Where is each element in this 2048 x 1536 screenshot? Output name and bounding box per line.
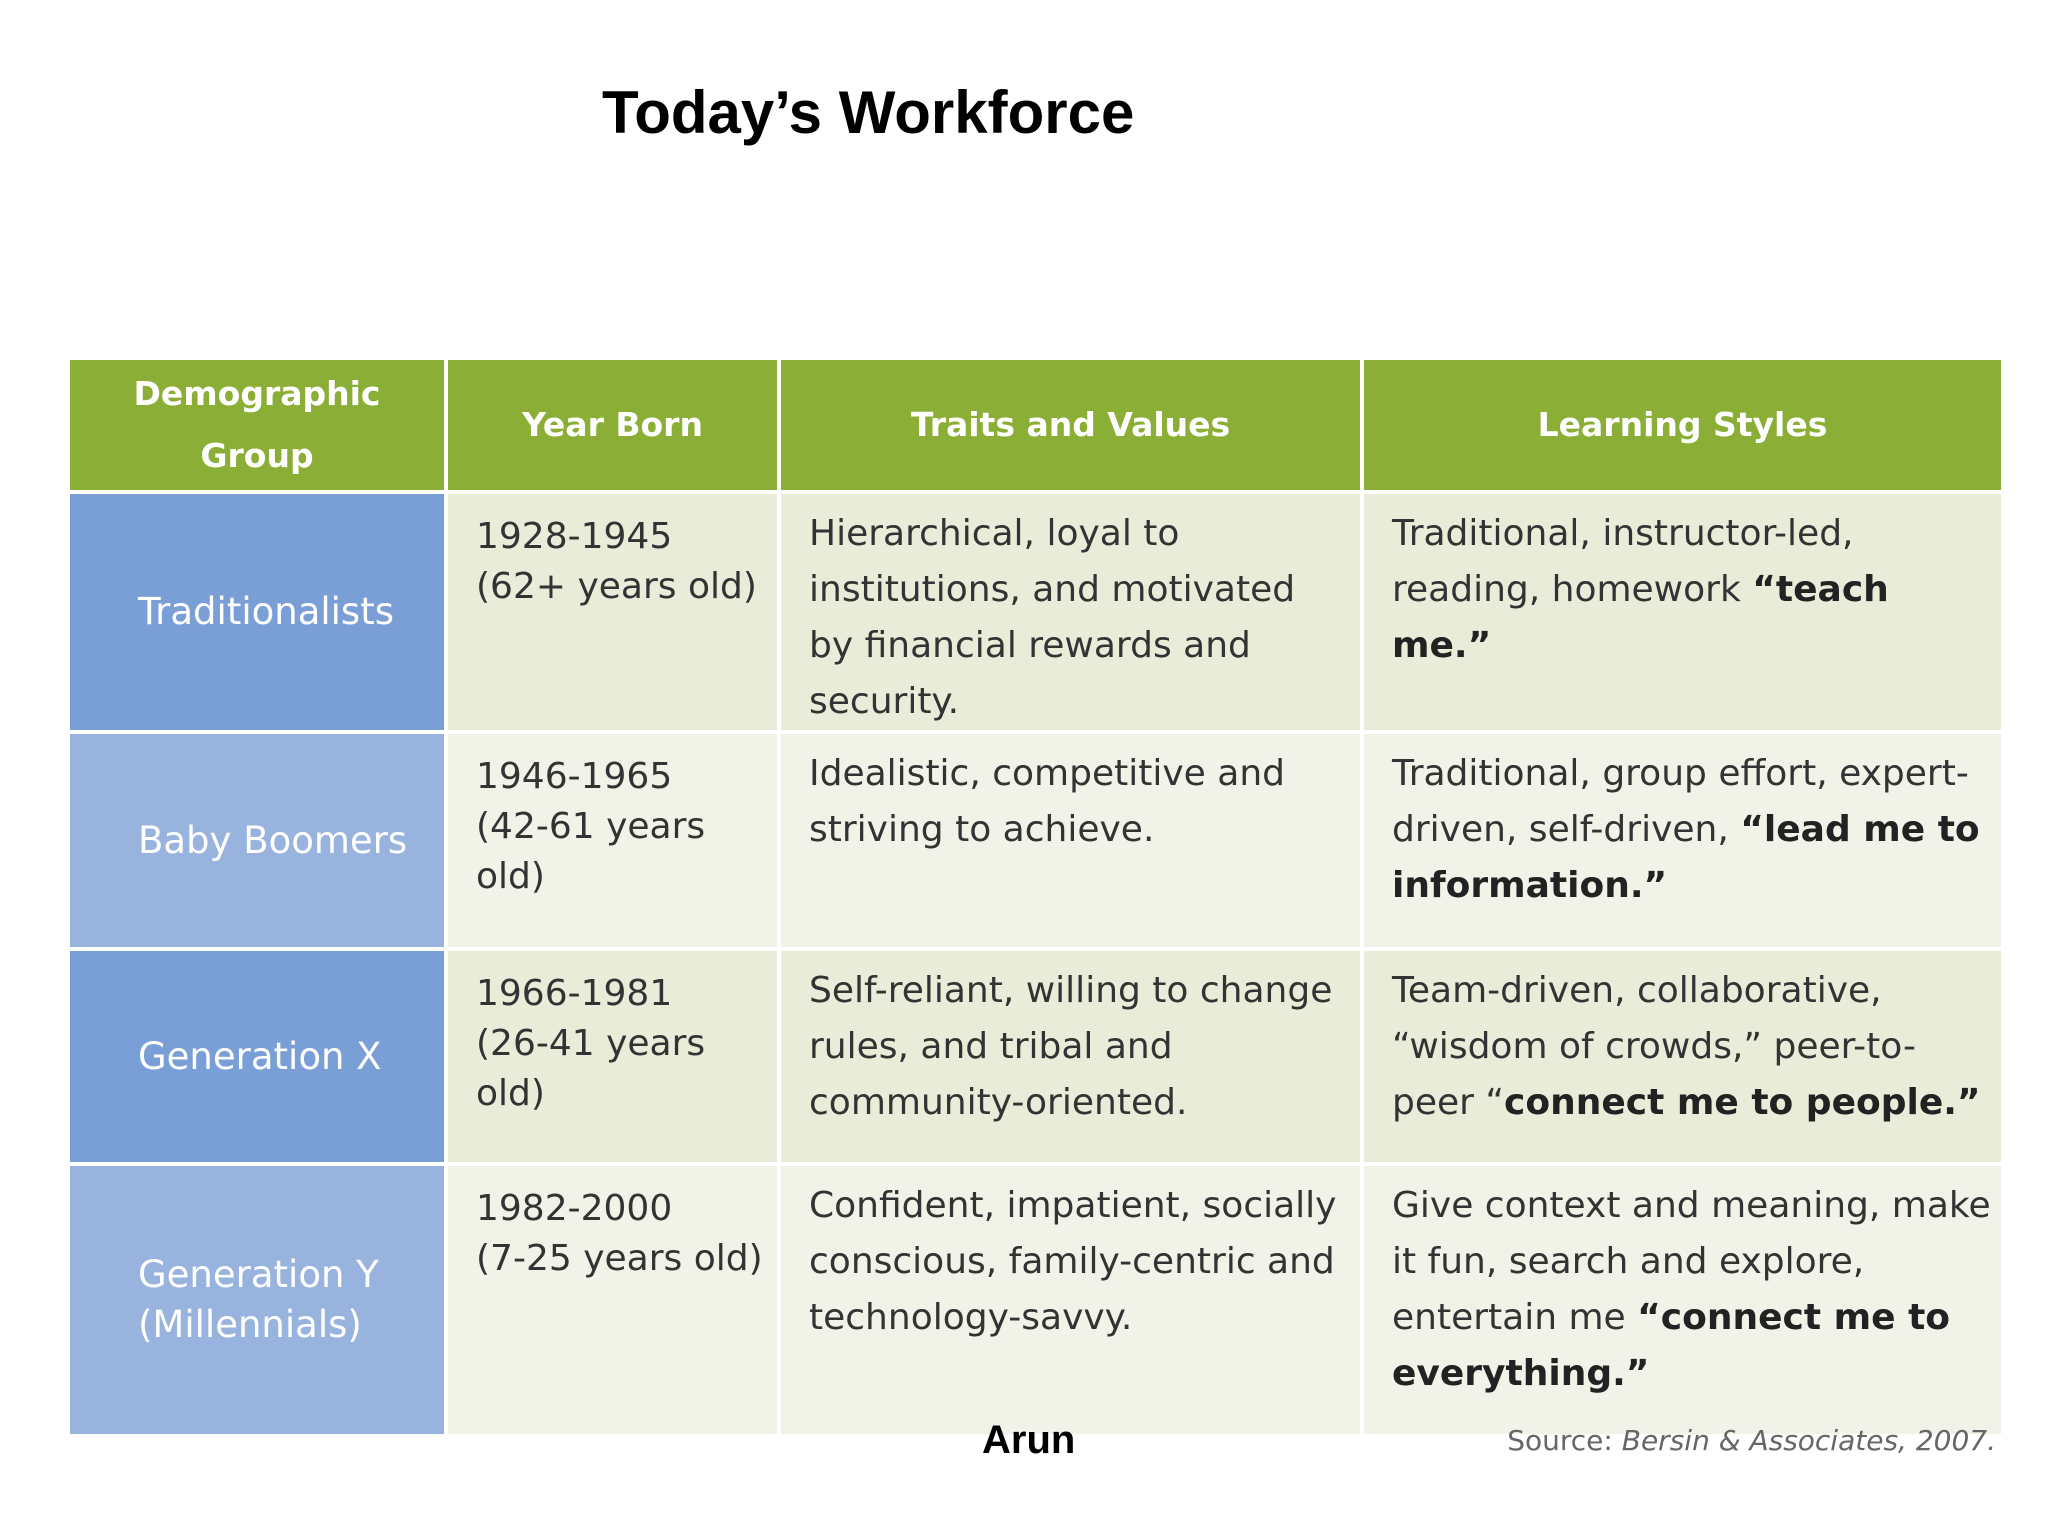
source-label: Source: [1507, 1424, 1622, 1457]
year-cell [446, 949, 779, 1164]
table-header-row [68, 358, 2003, 492]
learning-quote: “lead me to information.” [1392, 809, 1980, 906]
header-group-line2: Group [200, 436, 314, 475]
learning-cell [1362, 732, 2003, 949]
group-name: Baby Boomers [138, 818, 408, 862]
year-range: 1982-2000 [476, 1188, 673, 1229]
table-row [68, 732, 2003, 949]
source-citation [1507, 1424, 1996, 1457]
group-name: Traditionalists [138, 590, 394, 633]
group-cell [68, 732, 446, 949]
source-text: Bersin & Associates, 2007. [1621, 1424, 1996, 1457]
header-group-line1: Demographic [133, 374, 381, 413]
author-name: Arun [982, 1418, 1076, 1462]
year-cell [446, 732, 779, 949]
group-name-line1: Generation Y [138, 1253, 379, 1296]
table-row [68, 949, 2003, 1164]
workforce-table [66, 356, 2005, 1438]
age-range: (62+ years old) [476, 566, 757, 607]
traits-cell: Idealistic, competitive and striving to achieve. [779, 732, 1362, 949]
learning-quote: connect me to people.” [1504, 1082, 1981, 1123]
learning-quote: “connect me to everything.” [1392, 1297, 1951, 1394]
learning-text: Traditional, group effort, expert-driven, self-driven, [1392, 753, 1969, 850]
table-row [68, 492, 2003, 732]
year-range: 1946-1965 [476, 756, 673, 797]
table-row [68, 1164, 2003, 1436]
age-range: (7-25 years old) [476, 1238, 763, 1279]
learning-cell [1362, 492, 2003, 732]
traits-cell: Hierarchical, loyal to institutions, and motivated by financial rewards and security. [779, 492, 1362, 732]
group-name: Generation X [138, 1034, 382, 1078]
learning-cell [1362, 1164, 2003, 1436]
header-learning-styles: Learning Styles [1362, 358, 2003, 492]
learning-text: Give context and meaning, make it fun, search and explore, entertain me [1392, 1185, 1991, 1338]
age-range: (42-61 years old) [476, 806, 706, 897]
age-range: (26-41 years old) [476, 1023, 706, 1114]
year-range: 1966-1981 [476, 973, 673, 1014]
year-cell [446, 1164, 779, 1436]
learning-text: Traditional, instructor-led, reading, homework [1392, 513, 1854, 610]
header-year-born: Year Born [446, 358, 779, 492]
year-range: 1928-1945 [476, 516, 673, 557]
learning-cell [1362, 949, 2003, 1164]
learning-quote: “teach me.” [1392, 569, 1889, 666]
group-cell [68, 1164, 446, 1436]
header-traits-values: Traits and Values [779, 358, 1362, 492]
traits-cell: Confident, impatient, socially conscious, family-centric and technology-savvy. [779, 1164, 1362, 1436]
group-cell [68, 949, 446, 1164]
year-cell [446, 492, 779, 732]
traits-cell: Self-reliant, willing to change rules, and tribal and community-oriented. [779, 949, 1362, 1164]
learning-text: Team-driven, collaborative, “wisdom of crowds,” peer-to-peer “ [1392, 970, 1916, 1123]
group-cell [68, 492, 446, 732]
group-name-line2: (Millennials) [138, 1303, 362, 1346]
slide-title: Today’s Workforce [602, 79, 1135, 146]
header-demographic-group [68, 358, 446, 492]
